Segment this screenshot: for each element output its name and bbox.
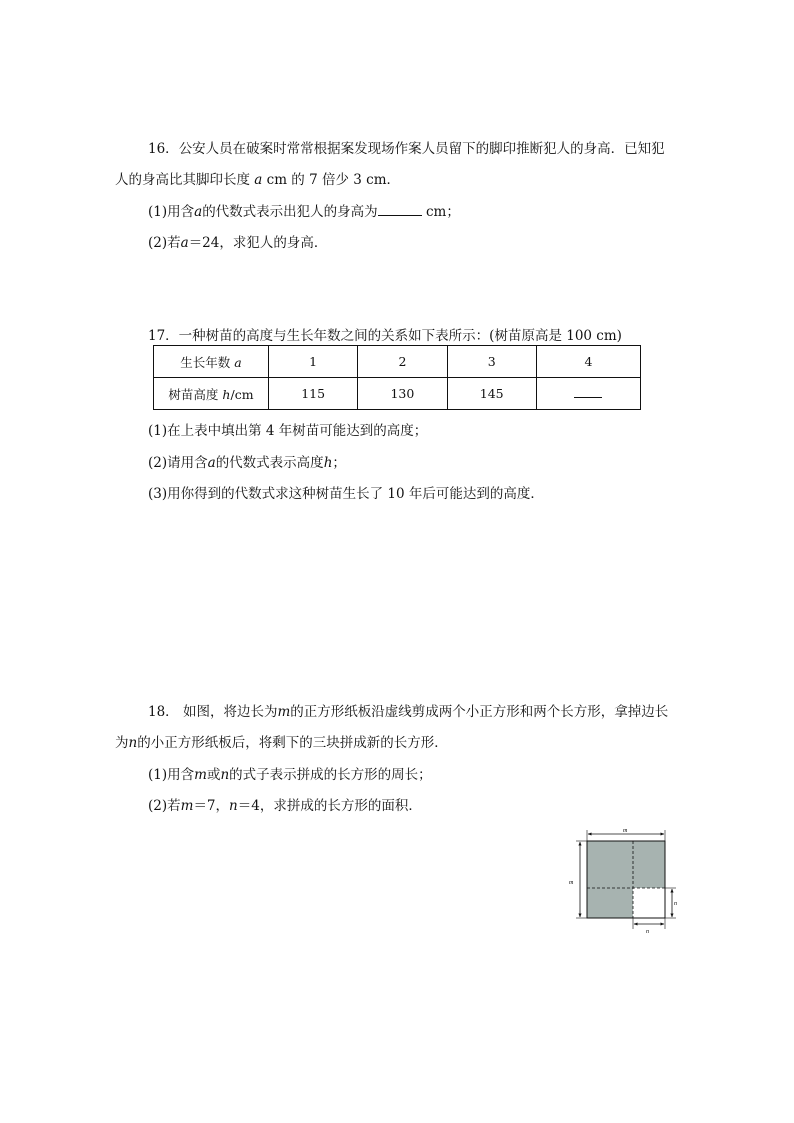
year-cell: 4 xyxy=(536,346,640,378)
row1-var: a xyxy=(234,354,242,370)
var-n: n xyxy=(220,767,230,783)
q18-p1-c: 的式子表示拼成的长方形的周长； xyxy=(229,767,432,783)
var-h: h xyxy=(323,455,333,471)
answer-blank[interactable] xyxy=(574,386,602,398)
q17-p2-b: 的代数式表示高度 xyxy=(215,455,324,471)
year-cell: 3 xyxy=(447,346,536,378)
q16-p2-a: (2)若 xyxy=(148,235,181,251)
label-right-n: n xyxy=(674,901,677,907)
row2-label: 树苗高度 xyxy=(168,386,219,402)
q16-text-b: cm 的 7 倍少 3 cm． xyxy=(262,172,401,188)
height-blank-cell[interactable] xyxy=(536,378,640,410)
q16-number: 16． xyxy=(148,141,179,157)
q18-part1 xyxy=(148,763,432,783)
q16-text-a: 人的身高比其脚印长度 xyxy=(115,172,250,188)
q18-p1-b: 或 xyxy=(206,767,221,783)
row2-unit: /cm xyxy=(230,386,254,402)
label-top-m: m xyxy=(623,828,628,834)
height-cell: 145 xyxy=(447,378,536,410)
q16-p2-b: ＝24，求犯人的身高． xyxy=(188,235,328,251)
height-cell: 115 xyxy=(269,378,358,410)
var-m: m xyxy=(277,704,291,720)
q16-p1-c: cm； xyxy=(421,204,460,220)
row1-label: 生长年数 xyxy=(180,354,231,370)
var-a: a xyxy=(180,235,189,251)
row-header-height xyxy=(154,378,269,410)
q18-p2-a: (2)若 xyxy=(148,798,181,814)
q17-p2-c: ； xyxy=(332,455,346,471)
q18-l2-a: 为 xyxy=(115,735,129,751)
q18-p2-c: ＝4，求拼成的长方形的面积． xyxy=(237,798,422,814)
label-left-m: m xyxy=(569,880,574,886)
q16-part1 xyxy=(148,200,460,220)
q16-line2 xyxy=(115,168,400,188)
table-row xyxy=(154,378,641,410)
year-cell: 2 xyxy=(358,346,447,378)
var-n: n xyxy=(128,735,138,751)
table-row xyxy=(154,346,641,378)
label-bottom-n: n xyxy=(646,929,649,935)
removed-square xyxy=(633,888,665,918)
row-header-years xyxy=(154,346,269,378)
q16-part2 xyxy=(148,231,327,251)
answer-blank[interactable] xyxy=(378,204,422,216)
q16-p1-b: 的代数式表示出犯人的身高为 xyxy=(202,204,378,220)
var-a: a xyxy=(194,204,203,220)
q18-l2-b: 的小正方形纸板后，将剩下的三块拼成新的长方形． xyxy=(137,735,448,751)
row2-var: h xyxy=(222,386,231,402)
q16-text: 公安人员在破案时常常根据案发现场作案人员留下的脚印推断犯人的身高．已知犯 xyxy=(178,141,665,157)
square-cut-figure xyxy=(566,826,690,936)
q17-title: 17．一种树苗的高度与生长年数之间的关系如下表所示：(树苗原高是 100 cm) xyxy=(148,328,622,344)
q18-p2-b: ＝7， xyxy=(193,798,230,814)
q17-part1: (1)在上表中填出第 4 年树苗可能达到的高度； xyxy=(148,423,428,439)
var-a: a xyxy=(254,172,263,188)
var-a: a xyxy=(207,455,216,471)
q17-part2 xyxy=(148,451,346,471)
q18-p1-a: (1)用含 xyxy=(148,767,195,783)
q18-l1-a: 18． 如图，将边长为 xyxy=(148,704,278,720)
var-m: m xyxy=(180,798,194,814)
year-cell: 1 xyxy=(269,346,358,378)
q17-p2-a: (2)请用含 xyxy=(148,455,208,471)
q16-p1-a: (1)用含 xyxy=(148,204,195,220)
q18-l1-b: 的正方形纸板沿虚线剪成两个小正方形和两个长方形，拿掉边长 xyxy=(290,704,669,720)
q16-line1 xyxy=(148,137,665,157)
growth-table xyxy=(153,345,641,410)
q18-part2 xyxy=(148,794,422,814)
var-m: m xyxy=(194,767,207,783)
height-cell: 130 xyxy=(358,378,447,410)
q17-part3: (3)用你得到的代数式求这种树苗生长了 10 年后可能达到的高度． xyxy=(148,486,544,502)
q18-line1 xyxy=(148,700,668,720)
q18-line2 xyxy=(115,731,448,751)
var-n: n xyxy=(229,798,238,814)
